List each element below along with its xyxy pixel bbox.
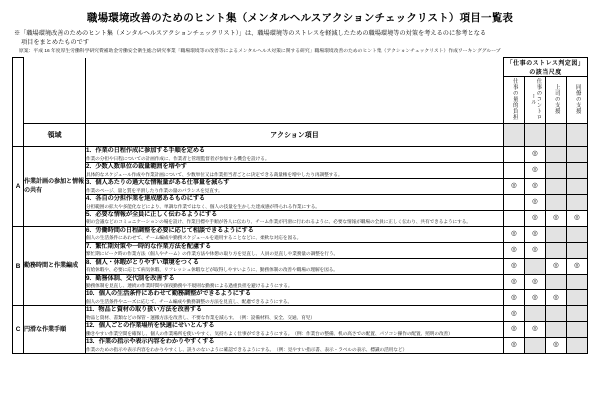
table-row bbox=[13, 194, 588, 210]
table-row bbox=[13, 258, 588, 274]
action-cell bbox=[86, 210, 504, 226]
col-header-supervisor-support bbox=[545, 77, 566, 124]
mark-supervisor-support bbox=[545, 163, 566, 179]
mark-coworker-support bbox=[566, 274, 587, 290]
table-row bbox=[13, 163, 588, 179]
mark-quantitative-load bbox=[503, 163, 524, 179]
action-title: 11．物品と資材の取り扱い方法を改善する bbox=[86, 306, 202, 314]
table-row bbox=[13, 306, 588, 322]
table-row bbox=[13, 242, 588, 258]
action-description: 勤務体制を見直し、連続の作業時間や深夜勤務や不規則な勤務による過重負担を避けるようにする。 bbox=[86, 283, 293, 289]
mark-control bbox=[524, 258, 545, 274]
mark-control: ◎ bbox=[524, 163, 545, 179]
col-header-control bbox=[524, 77, 545, 124]
action-title: 13．作業の指示や表示内容をわかりやすくする bbox=[86, 338, 215, 346]
action-title: 12．個人ごとの作業場所を快適にせいとんする bbox=[86, 322, 215, 330]
action-cell bbox=[86, 179, 504, 195]
action-title: 7．繁忙期対策や一時的な作業方法を配慮する bbox=[86, 242, 212, 250]
action-description: 作業のページ、量と質を平滑したり作業の量のバランスを見直す。 bbox=[86, 187, 223, 193]
action-cell bbox=[86, 194, 504, 210]
action-title: 3．個人あたりの過大な情報量がある仕事量を減らす bbox=[86, 179, 230, 187]
mark-quantitative-load: ◎ bbox=[503, 226, 524, 242]
mark-quantitative-load bbox=[503, 210, 524, 226]
header-spacer-3 bbox=[545, 124, 566, 147]
lead-line-1: ※「職場環境改善のためのヒント集（メンタルヘルスアクションチェックリスト）」は、職場環境等のストレスを軽減したための職場環境等の対策を考えるのに参考となる bbox=[14, 29, 487, 37]
action-cell bbox=[86, 306, 504, 322]
table-row bbox=[13, 338, 588, 354]
mark-coworker-support: ◎ bbox=[566, 210, 587, 226]
action-cell bbox=[86, 163, 504, 179]
col-header-control-label: 仕事のコントロール bbox=[529, 78, 542, 121]
mark-control: ◎ bbox=[524, 322, 545, 338]
mark-quantitative-load: ◎ bbox=[503, 290, 524, 306]
mark-quantitative-load: ◎ bbox=[503, 322, 524, 338]
lead-line-2: 項目をまとめたものです bbox=[21, 38, 90, 46]
mark-coworker-support bbox=[566, 179, 587, 195]
action-description: 有給休暇や、必要に応じて病気休暇、リフレッシュ休暇などが取得しやすいように、勤務体制の改善や職場の理解を図る。 bbox=[86, 267, 338, 273]
action-description: 作業の分担や日程についての計画作成に、作業者と管理監督者が参加する機会を設ける。 bbox=[86, 155, 270, 161]
lead-paragraph bbox=[14, 30, 588, 48]
col-header-action: アクション項目 bbox=[86, 124, 504, 147]
action-description: 繁忙期にピーク時の作業方法（個人やチーム）の作業方法や休憩の取り方を見直し、人員の見直しや業務量の調整を行う。 bbox=[86, 251, 339, 257]
table-header-row-main bbox=[13, 124, 588, 147]
table-row bbox=[13, 290, 588, 306]
col-header-area: 領域 bbox=[24, 124, 86, 147]
table-header-row-group bbox=[13, 58, 588, 77]
action-description: 個人の生活条件にあわせて、チーム編成や勤務スケジュールを適用することなどに、柔軟な対応を図る。 bbox=[86, 235, 302, 241]
mark-supervisor-support: ◎ bbox=[545, 338, 566, 354]
mark-control: ◎ bbox=[524, 290, 545, 306]
action-description: 物品と資材、書類などの保管・運搬方法を改善し、不要な作業を減らす。 （例：設備材料、安全、交通、育児） bbox=[86, 314, 315, 320]
mark-coworker-support bbox=[566, 163, 587, 179]
mark-quantitative-load: ◎ bbox=[503, 338, 524, 354]
mark-coworker-support bbox=[566, 242, 587, 258]
action-title: 4．各自の分担作業を達成感あるものにする bbox=[86, 194, 206, 202]
section-letter: A bbox=[13, 147, 24, 227]
table-row bbox=[13, 147, 588, 163]
section-area-label: 作業計画の参加と情報の共有 bbox=[24, 147, 86, 227]
mark-quantitative-load: ◎ bbox=[503, 274, 524, 290]
mark-coworker-support bbox=[566, 147, 587, 163]
header-spacer-4 bbox=[566, 124, 587, 147]
mark-supervisor-support bbox=[545, 194, 566, 210]
col-header-coworker-support-label: 同僚の支援 bbox=[574, 84, 581, 115]
mark-supervisor-support bbox=[545, 274, 566, 290]
action-cell bbox=[86, 338, 504, 354]
action-cell bbox=[86, 258, 504, 274]
mark-control: ◎ bbox=[524, 274, 545, 290]
mark-supervisor-support: ◎ bbox=[545, 258, 566, 274]
mark-supervisor-support: ◎ bbox=[545, 210, 566, 226]
action-title: 1．作業の日程作成に参加する手順を定める bbox=[86, 147, 206, 155]
action-cell bbox=[86, 290, 504, 306]
action-title: 9．勤務体制、交代制を改善する bbox=[86, 274, 175, 282]
mark-quantitative-load: ◎ bbox=[503, 306, 524, 322]
action-cell bbox=[86, 274, 504, 290]
col-header-quantitative-load-label: 仕事の量的負担 bbox=[511, 78, 518, 121]
action-title: 5．必要な情報が全員に正しく伝わるようにする bbox=[86, 210, 218, 218]
table-row bbox=[13, 322, 588, 338]
mark-quantitative-load bbox=[503, 194, 524, 210]
source-note: 原案：平成 16 年度厚生労働科学研究費補助金労働安全衛生総合研究事業「職場環境等の改善等によるメンタルヘルス対策に関する研究」職場環境改善のためのヒント集（アクションチェックリスト）作成ワーキンググループ bbox=[19, 48, 501, 54]
action-title: 8．個人・休暇がとりやすい環境をつくる bbox=[86, 258, 199, 266]
stress-group-header: 「仕事のストレス判定図」の該当尺度 bbox=[503, 58, 587, 77]
action-cell bbox=[86, 147, 504, 163]
mark-quantitative-load: ◎ bbox=[503, 258, 524, 274]
mark-supervisor-support: ◎ bbox=[545, 290, 566, 306]
section-area-label: 勤務時間と作業編成 bbox=[24, 226, 86, 306]
mark-coworker-support bbox=[566, 290, 587, 306]
action-description: 朝の会議などのコミュニケーションの場を設け、作業目標や手順が各人に伝わり、チーム作業が円滑に行われるように、必要な情報が職場の全員に正しく伝わり、共有できるようにする。 bbox=[86, 219, 471, 225]
mark-supervisor-support bbox=[545, 147, 566, 163]
table-row bbox=[13, 179, 588, 195]
mark-control: ◎ bbox=[524, 210, 545, 226]
mark-control bbox=[524, 306, 545, 322]
mark-coworker-support bbox=[566, 338, 587, 354]
mark-coworker-support: ◎ bbox=[566, 258, 587, 274]
mark-supervisor-support bbox=[545, 242, 566, 258]
mark-supervisor-support bbox=[545, 306, 566, 322]
action-cell bbox=[86, 242, 504, 258]
section-area-label: 円滑な作業手順 bbox=[24, 306, 86, 354]
mark-control: ◎ bbox=[524, 226, 545, 242]
mark-quantitative-load: ◎ bbox=[503, 179, 524, 195]
checklist-table bbox=[12, 57, 588, 354]
mark-control: ◎ bbox=[524, 179, 545, 195]
mark-coworker-support bbox=[566, 322, 587, 338]
mark-coworker-support bbox=[566, 194, 587, 210]
header-spacer-2 bbox=[524, 124, 545, 147]
header-spacer-1 bbox=[503, 124, 524, 147]
mark-control: ◎ bbox=[524, 194, 545, 210]
action-cell bbox=[86, 226, 504, 242]
section-letter: B bbox=[13, 226, 24, 306]
action-cell bbox=[86, 322, 504, 338]
action-description: 分担範囲の拡大や多能化などにより、単調な作業ではなく、個人の技量を生かした達成感が得られる作業にする。 bbox=[86, 203, 320, 209]
section-letter: C bbox=[13, 306, 24, 354]
mark-supervisor-support bbox=[545, 226, 566, 242]
table-row bbox=[13, 210, 588, 226]
action-description: 作業のための指示や表示内容をわかりやすくし、誤りのないように確認できるようにする。 （例：見やすい指示書、表示・ラベルの表示、標識の活用など） bbox=[86, 346, 408, 352]
mark-quantitative-load: ◎ bbox=[503, 242, 524, 258]
mark-coworker-support bbox=[566, 226, 587, 242]
page-title: 職場環境改善のためのヒント集（メンタルヘルスアクションチェックリスト）項目一覧表 bbox=[86, 12, 514, 24]
action-description: 個人の生活条件やニーズに応じて、チーム編成や勤務調整の方法を見直し、配慮できるようにする。 bbox=[86, 298, 293, 304]
table-row bbox=[13, 274, 588, 290]
mark-control bbox=[524, 338, 545, 354]
action-title: 2．少数人数単位の裁量範囲を増やす bbox=[86, 163, 187, 171]
mark-control: ◎ bbox=[524, 242, 545, 258]
action-description: 具体的なスケジュール作成や作業計画について、少数単位又は作業担当者ごとに決定できる裁量権を増やしたり再調整する。 bbox=[86, 171, 343, 177]
col-header-supervisor-support-label: 上司の支援 bbox=[553, 84, 560, 115]
mark-supervisor-support bbox=[545, 322, 566, 338]
col-header-quantitative-load bbox=[503, 77, 524, 124]
action-title: 10．個人の生活条件にあわせて勤務調整ができるようにする bbox=[86, 290, 251, 298]
mark-coworker-support bbox=[566, 306, 587, 322]
table-row bbox=[13, 226, 588, 242]
mark-control: ◎ bbox=[524, 147, 545, 163]
action-description: 働きやすい作業空間を確保し、個人の作業場所を使いやすく、気持ちよく仕事ができるようにする。 （例：作業台の整備、机の高さでの配置、パソコン操作の配置、照明の改善） bbox=[86, 330, 453, 336]
mark-quantitative-load bbox=[503, 147, 524, 163]
action-title: 6．労働時間の日程調整を必要に応じて相談できるようにする bbox=[86, 226, 254, 234]
col-header-coworker-support bbox=[566, 77, 587, 124]
mark-supervisor-support bbox=[545, 179, 566, 195]
